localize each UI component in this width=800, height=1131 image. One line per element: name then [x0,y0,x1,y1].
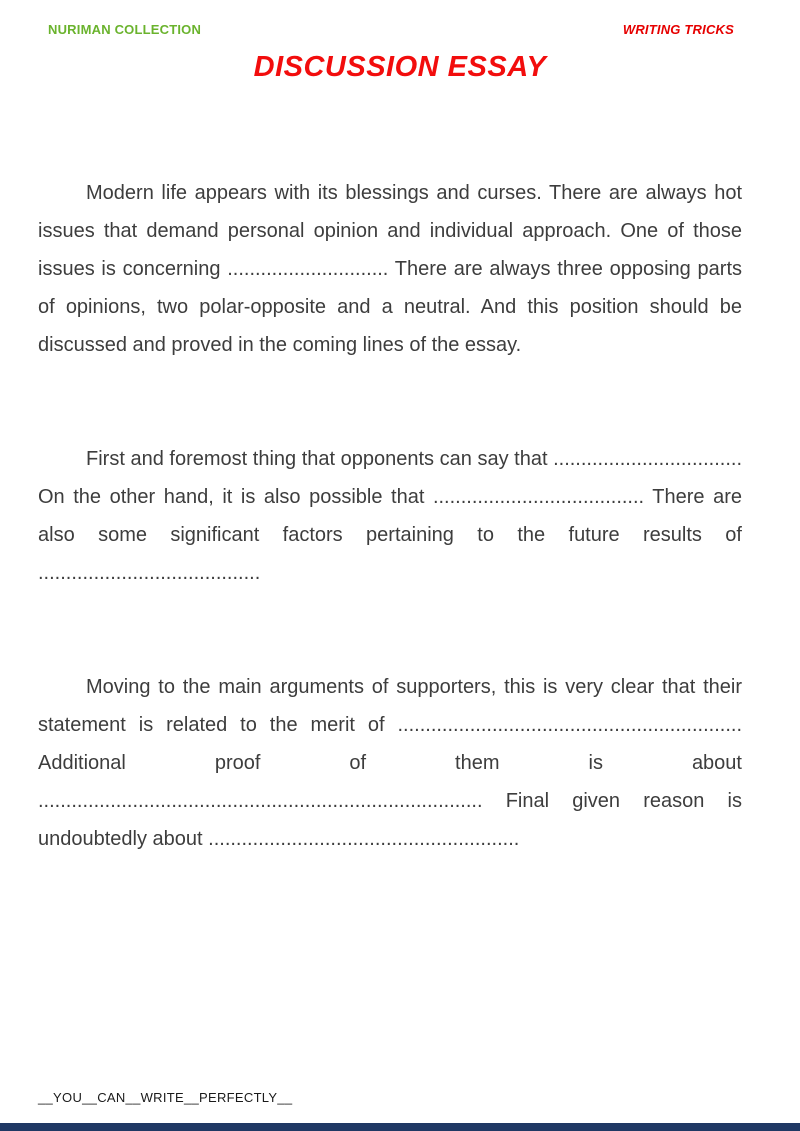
collection-label: NURIMAN COLLECTION [48,22,202,37]
writing-tricks-label: WRITING TRICKS [622,22,734,37]
paragraph-opponents: First and foremost thing that opponents can say that .................................. On the other hand, it is also possible that ...................................... There are also some significant factors pertaining to the future results of ........................................ [38,448,742,584]
paragraph-introduction: Modern life appears with its blessings and curses. There are always hot issues that demand personal opinion and individual approach. One of those issues is concerning ............................. There are always three opposing parts of opinions, two polar-opposite and a neutral. And this position should be discussed and proved in the coming lines of the essay. [38,182,742,356]
bottom-bar [0,1123,800,1131]
footer-slogan: __YOU__CAN__WRITE__PERFECTLY__ [38,1090,293,1105]
essay-body [0,174,800,858]
paragraph-supporters: Moving to the main arguments of supporters, this is very clear that their statement is related to the merit of .............................................................. Additional proof of them is about ................................................................................ Final given reason is undoubtedly about ........................................................ [38,676,742,850]
page-title: DISCUSSION ESSAY [253,51,547,83]
page-header [0,0,800,37]
